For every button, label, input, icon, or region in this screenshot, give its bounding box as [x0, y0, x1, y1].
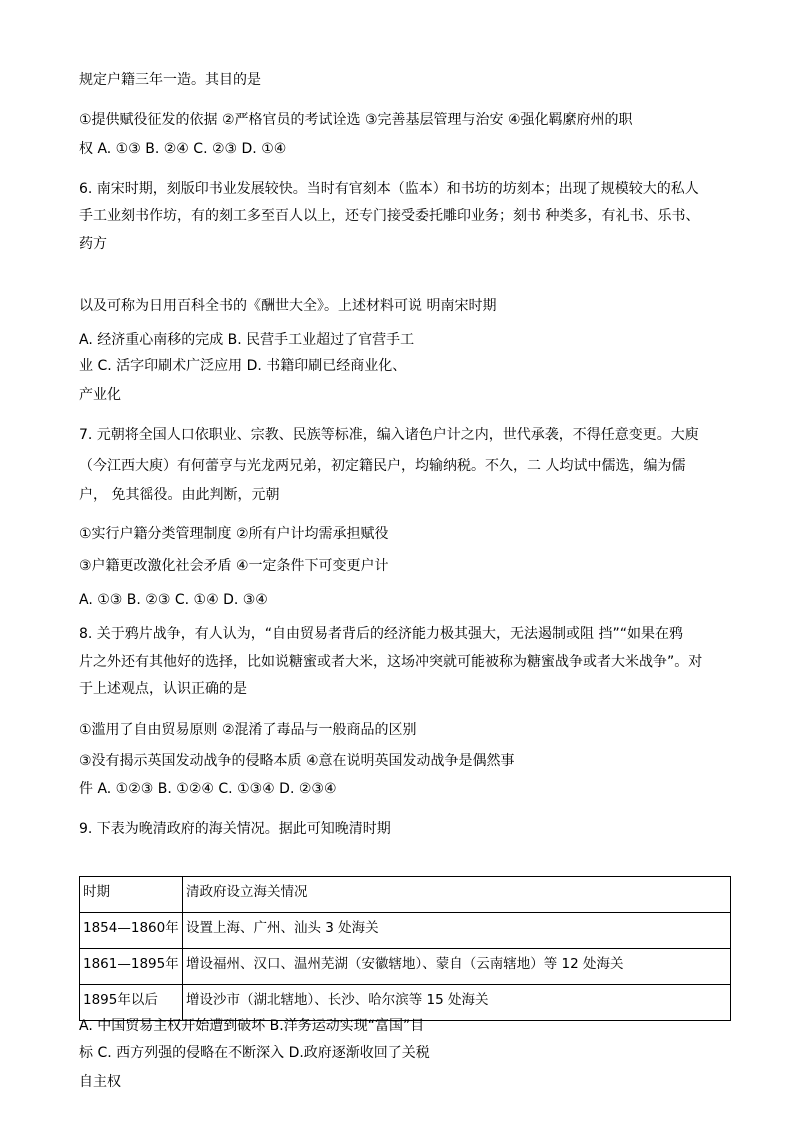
text-line: ③户籍更改激化社会矛盾 ④一定条件下可变更户计 — [79, 558, 389, 574]
table-cell: 1861—1895年 — [80, 949, 183, 985]
table-cell: 增设沙市（湖北辖地）、长沙、哈尔滨等 15 处海关 — [183, 985, 731, 1021]
text-line: 户， 免其徭役。由此判断，元朝 — [79, 487, 280, 503]
table-cell: 1854—1860年 — [80, 913, 183, 949]
text-line: ③没有揭示英国发动战争的侵略本质 ④意在说明英国发动战争是偶然事 — [79, 753, 515, 769]
text-line: ①实行户籍分类管理制度 ②所有户计均需承担赋役 — [79, 526, 389, 542]
text-line: 自主权 — [79, 1074, 121, 1090]
text-line: 权 A. ①③ B. ②④ C. ②③ D. ①④ — [79, 141, 287, 157]
text-line: 产业化 — [79, 387, 121, 403]
text-line: A. 经济重心南移的完成 B. 民营手工业超过了官营手工 — [79, 332, 415, 348]
text-line: 标 C. 西方列强的侵略在不断深入 D.政府逐渐收回了关税 — [79, 1045, 430, 1061]
text-line: 药方 — [79, 236, 107, 252]
text-line: A. ①③ B. ②③ C. ①④ D. ③④ — [79, 592, 268, 608]
question-9: 9. 下表为晚清政府的海关情况。据此可知晚清时期 — [79, 821, 391, 837]
table-cell: 时期 — [80, 877, 183, 913]
table-row — [80, 949, 731, 985]
question-8: 8. 关于鸦片战争，有人认为，“自由贸易者背后的经济能力极其强大，无法遏制或阻 挡”“如果在鸦 — [79, 626, 684, 642]
text-line: 规定户籍三年一造。其目的是 — [79, 72, 261, 88]
text-line: 于上述观点，认识正确的是 — [79, 681, 247, 697]
table-row — [80, 913, 731, 949]
text-line: A. 中国贸易主权开始遭到破坏 B.洋务运动实现“富国”目 — [79, 1018, 425, 1034]
table-cell: 清政府设立海关情况 — [183, 877, 731, 913]
text-line: 片之外还有其他好的选择，比如说糖蜜或者大米，这场冲突就可能被称为糖蜜战争或者大米战争”。对 — [79, 654, 703, 670]
customs-table — [79, 876, 731, 1021]
text-line: 件 A. ①②③ B. ①②④ C. ①③④ D. ②③④ — [79, 781, 337, 797]
text-line: 手工业刻书作坊，有的刻工多至百人以上，还专门接受委托雕印业务；刻书 种类多，有礼书、乐书、 — [79, 208, 700, 224]
question-6: 6. 南宋时期，刻版印书业发展较快。当时有官刻本（监本）和书坊的坊刻本；出现了规模较大的私人 — [79, 181, 699, 197]
text-line: 以及可称为日用百科全书的《酬世大全》。上述材料可说 明南宋时期 — [79, 298, 497, 314]
text-line: （今江西大庾）有何蕾亨与光龙两兄弟，初定籍民户，均输纳税。不久，二 人均试中儒选，编为儒 — [79, 458, 686, 474]
text-line: ①提供赋役征发的依据 ②严格官员的考试诠选 ③完善基层管理与治安 ④强化羁縻府州的职 — [79, 112, 633, 128]
question-7: 7. 元朝将全国人口依职业、宗教、民族等标准，编入诸色户计之内，世代承袭，不得任意变更。大庾 — [79, 427, 699, 443]
table-cell: 设置上海、广州、汕头 3 处海关 — [183, 913, 731, 949]
table-cell: 1895年以后 — [80, 985, 183, 1021]
text-line: ①滥用了自由贸易原则 ②混淆了毒品与一般商品的区别 — [79, 722, 417, 738]
table-row — [80, 877, 731, 913]
table-cell: 增设福州、汉口、温州芜湖（安徽辖地）、蒙自（云南辖地）等 12 处海关 — [183, 949, 731, 985]
text-line: 业 C. 活字印刷术广泛应用 D. 书籍印刷已经商业化、 — [79, 358, 407, 374]
